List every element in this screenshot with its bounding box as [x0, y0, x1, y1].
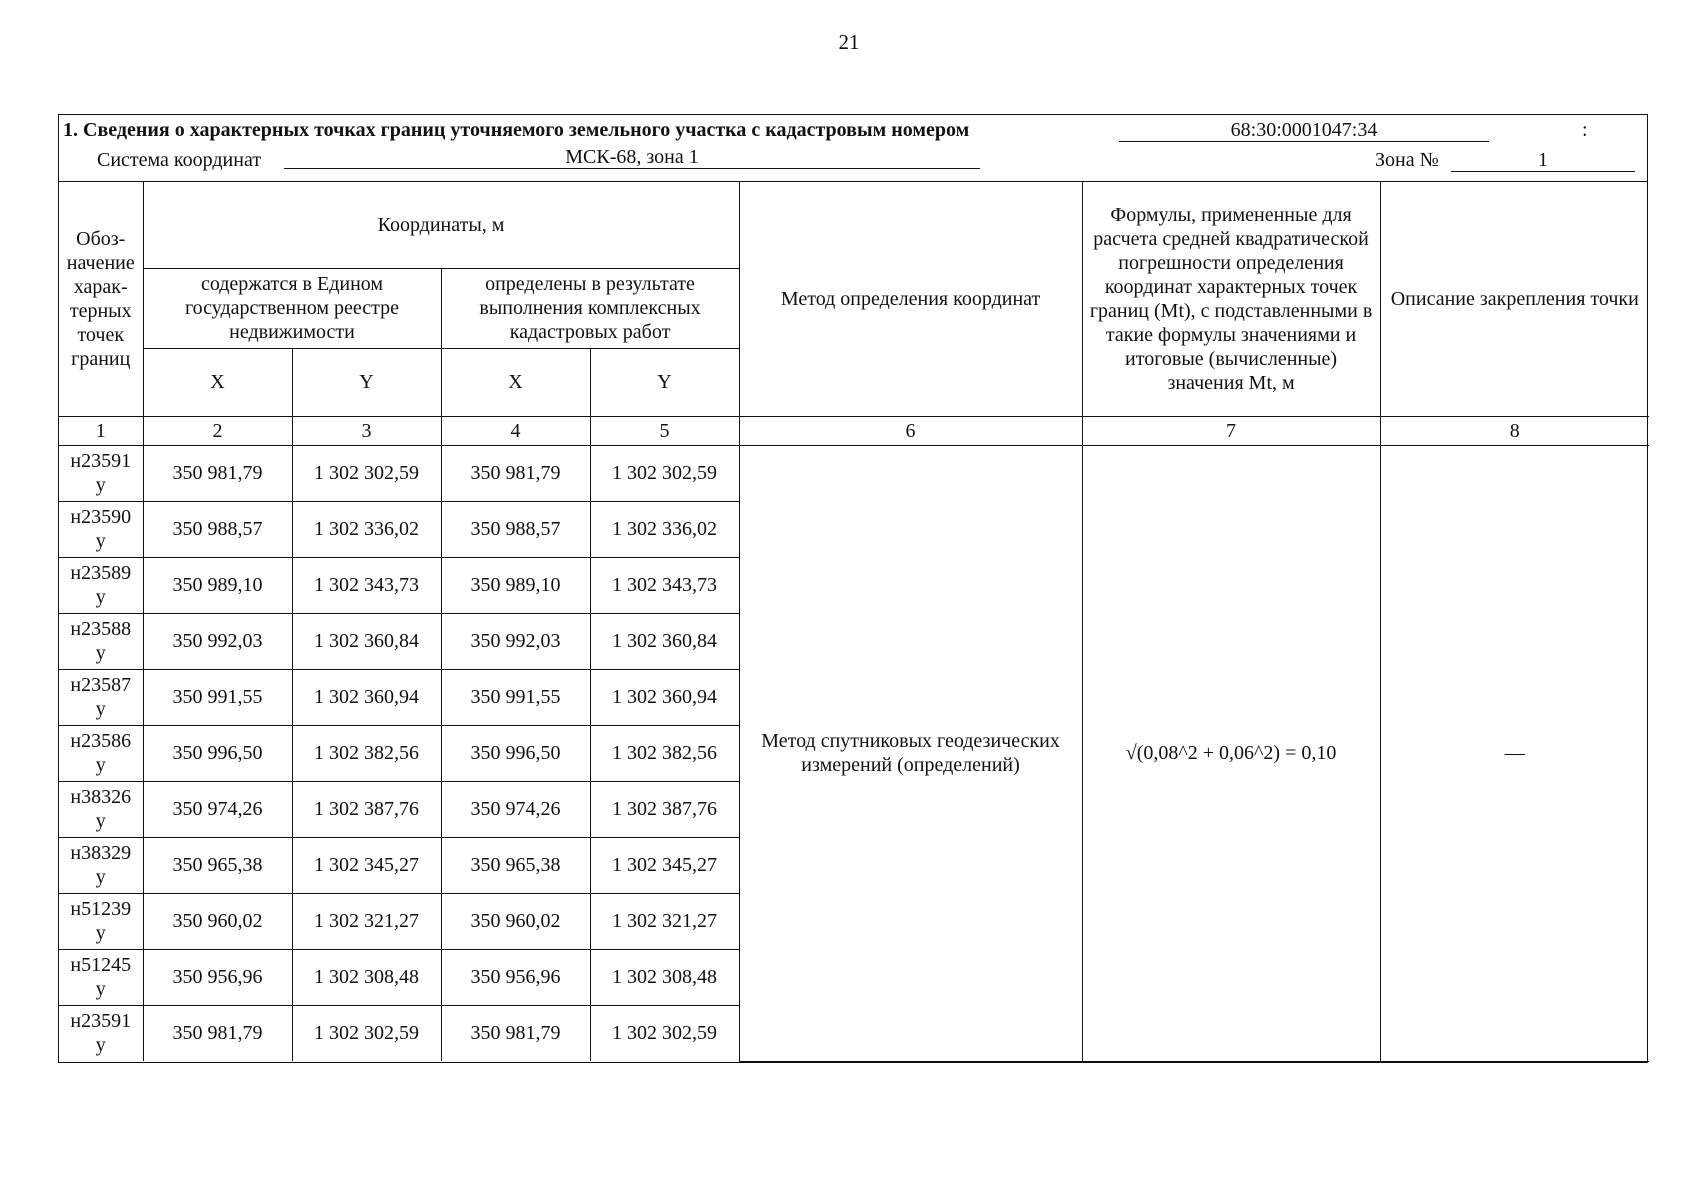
point-cell [59, 893, 143, 949]
col-egrn-header: содержатся в Едином государственном реестре недвижимости [143, 268, 441, 348]
point-name: н23591 [70, 1010, 132, 1033]
y-determined-cell: 1 302 382,56 [590, 725, 739, 781]
y-determined-cell: 1 302 360,84 [590, 613, 739, 669]
y-egrn-cell: 1 302 321,27 [292, 893, 441, 949]
point-suffix: у [95, 922, 106, 944]
y-determined-cell: 1 302 321,27 [590, 893, 739, 949]
x-egrn-cell: 350 992,03 [143, 613, 292, 669]
y-determined-cell: 1 302 360,94 [590, 669, 739, 725]
y-egrn-cell: 1 302 308,48 [292, 949, 441, 1005]
point-name: н38326 [70, 786, 132, 808]
section-title: 1. Сведения о характерных точках границ уточняемого земельного участка с кадастровым номером [63, 119, 970, 141]
y-determined-cell: 1 302 308,48 [590, 949, 739, 1005]
point-cell [59, 781, 143, 837]
col-number: 8 [1380, 416, 1649, 445]
crs-value: МСК-68, зона 1 [284, 146, 980, 169]
point-suffix: у [95, 586, 106, 608]
col-number: 4 [441, 416, 590, 445]
y-egrn-cell: 1 302 336,02 [292, 501, 441, 557]
col-x2-header: X [441, 348, 590, 416]
col-number: 7 [1082, 416, 1380, 445]
point-suffix: у [95, 642, 106, 664]
x-egrn-cell: 350 996,50 [143, 725, 292, 781]
formula-cell: √(0,08^2 + 0,06^2) = 0,10 [1082, 445, 1380, 1061]
y-determined-cell: 1 302 302,59 [590, 1005, 739, 1061]
col-number: 2 [143, 416, 292, 445]
point-cell [59, 949, 143, 1005]
y-egrn-cell: 1 302 302,59 [292, 445, 441, 501]
y-determined-cell: 1 302 387,76 [590, 781, 739, 837]
x-determined-cell: 350 996,50 [441, 725, 590, 781]
x-determined-cell: 350 960,02 [441, 893, 590, 949]
x-egrn-cell: 350 981,79 [143, 1005, 292, 1061]
x-determined-cell: 350 956,96 [441, 949, 590, 1005]
point-suffix: у [95, 698, 106, 720]
point-cell [59, 613, 143, 669]
y-determined-cell: 1 302 345,27 [590, 837, 739, 893]
zone-label: Зона № [1375, 149, 1439, 171]
point-name: н23586 [70, 730, 132, 752]
points-table [59, 182, 1649, 1062]
point-cell [59, 837, 143, 893]
y-egrn-cell: 1 302 345,27 [292, 837, 441, 893]
x-egrn-cell: 350 991,55 [143, 669, 292, 725]
point-cell [59, 725, 143, 781]
point-name: н51245 [70, 954, 132, 976]
y-determined-cell: 1 302 302,59 [590, 445, 739, 501]
point-name: н23590 [70, 506, 132, 528]
point-suffix: у [95, 530, 106, 552]
x-determined-cell: 350 992,03 [441, 613, 590, 669]
point-name: н38329 [70, 842, 132, 864]
y-determined-cell: 1 302 336,02 [590, 501, 739, 557]
zone-value: 1 [1451, 149, 1635, 172]
x-egrn-cell: 350 974,26 [143, 781, 292, 837]
cadastral-number-field [1119, 119, 1588, 142]
table-row [59, 445, 1649, 501]
column-numbers-row [59, 416, 1649, 445]
x-determined-cell: 350 989,10 [441, 557, 590, 613]
x-egrn-cell: 350 989,10 [143, 557, 292, 613]
section-header [59, 115, 1647, 182]
y-egrn-cell: 1 302 360,94 [292, 669, 441, 725]
col-fixing-header: Описание закрепления точки [1380, 182, 1649, 416]
col-number: 3 [292, 416, 441, 445]
y-egrn-cell: 1 302 387,76 [292, 781, 441, 837]
point-name: н23588 [70, 618, 132, 640]
col-designation-header: Обоз-начение харак-терных точек границ [59, 182, 143, 416]
point-suffix: у [95, 978, 106, 1000]
point-suffix: у [95, 474, 106, 496]
col-number: 1 [59, 416, 143, 445]
point-suffix: у [95, 866, 106, 888]
fixing-cell: — [1380, 445, 1649, 1061]
crs-label: Система координат [97, 149, 262, 171]
section-table-frame [58, 114, 1648, 1063]
y-egrn-cell: 1 302 343,73 [292, 557, 441, 613]
point-cell [59, 557, 143, 613]
x-egrn-cell: 350 965,38 [143, 837, 292, 893]
point-cell [59, 669, 143, 725]
cadastral-colon: : [1582, 119, 1588, 141]
x-egrn-cell: 350 956,96 [143, 949, 292, 1005]
col-number: 6 [739, 416, 1082, 445]
x-egrn-cell: 350 988,57 [143, 501, 292, 557]
x-determined-cell: 350 991,55 [441, 669, 590, 725]
col-y2-header: Y [590, 348, 739, 416]
point-suffix: у [95, 810, 106, 832]
col-determined-header: определены в результате выполнения комплексных кадастровых работ [441, 268, 739, 348]
x-egrn-cell: 350 981,79 [143, 445, 292, 501]
y-egrn-cell: 1 302 302,59 [292, 1005, 441, 1061]
point-name: н23591 [70, 450, 132, 472]
x-determined-cell: 350 981,79 [441, 445, 590, 501]
point-suffix: у [95, 754, 106, 776]
point-suffix: у [95, 1034, 106, 1057]
x-determined-cell: 350 974,26 [441, 781, 590, 837]
y-determined-cell: 1 302 343,73 [590, 557, 739, 613]
point-name: н51239 [70, 898, 132, 920]
col-coordinates-header: Координаты, м [143, 182, 739, 268]
col-method-header: Метод определения координат [739, 182, 1082, 416]
point-cell [59, 445, 143, 501]
cadastral-number: 68:30:0001047:34 [1119, 119, 1489, 142]
y-egrn-cell: 1 302 382,56 [292, 725, 441, 781]
method-cell: Метод спутниковых геодезических измерений (определений) [739, 445, 1082, 1061]
point-name: н23589 [70, 562, 132, 584]
point-name: н23587 [70, 674, 132, 696]
x-determined-cell: 350 988,57 [441, 501, 590, 557]
x-egrn-cell: 350 960,02 [143, 893, 292, 949]
col-x1-header: X [143, 348, 292, 416]
x-determined-cell: 350 981,79 [441, 1005, 590, 1061]
col-formula-header: Формулы, примененные для расчета средней квадратической погрешности определения координат характерных точек границ (Mt), с подставленными в такие формулы значениями и итоговые (вычисленные) значения Mt, м [1082, 182, 1380, 416]
point-cell [59, 1005, 143, 1061]
col-number: 5 [590, 416, 739, 445]
x-determined-cell: 350 965,38 [441, 837, 590, 893]
col-y1-header: Y [292, 348, 441, 416]
y-egrn-cell: 1 302 360,84 [292, 613, 441, 669]
point-cell [59, 501, 143, 557]
page-number: 21 [838, 30, 860, 54]
